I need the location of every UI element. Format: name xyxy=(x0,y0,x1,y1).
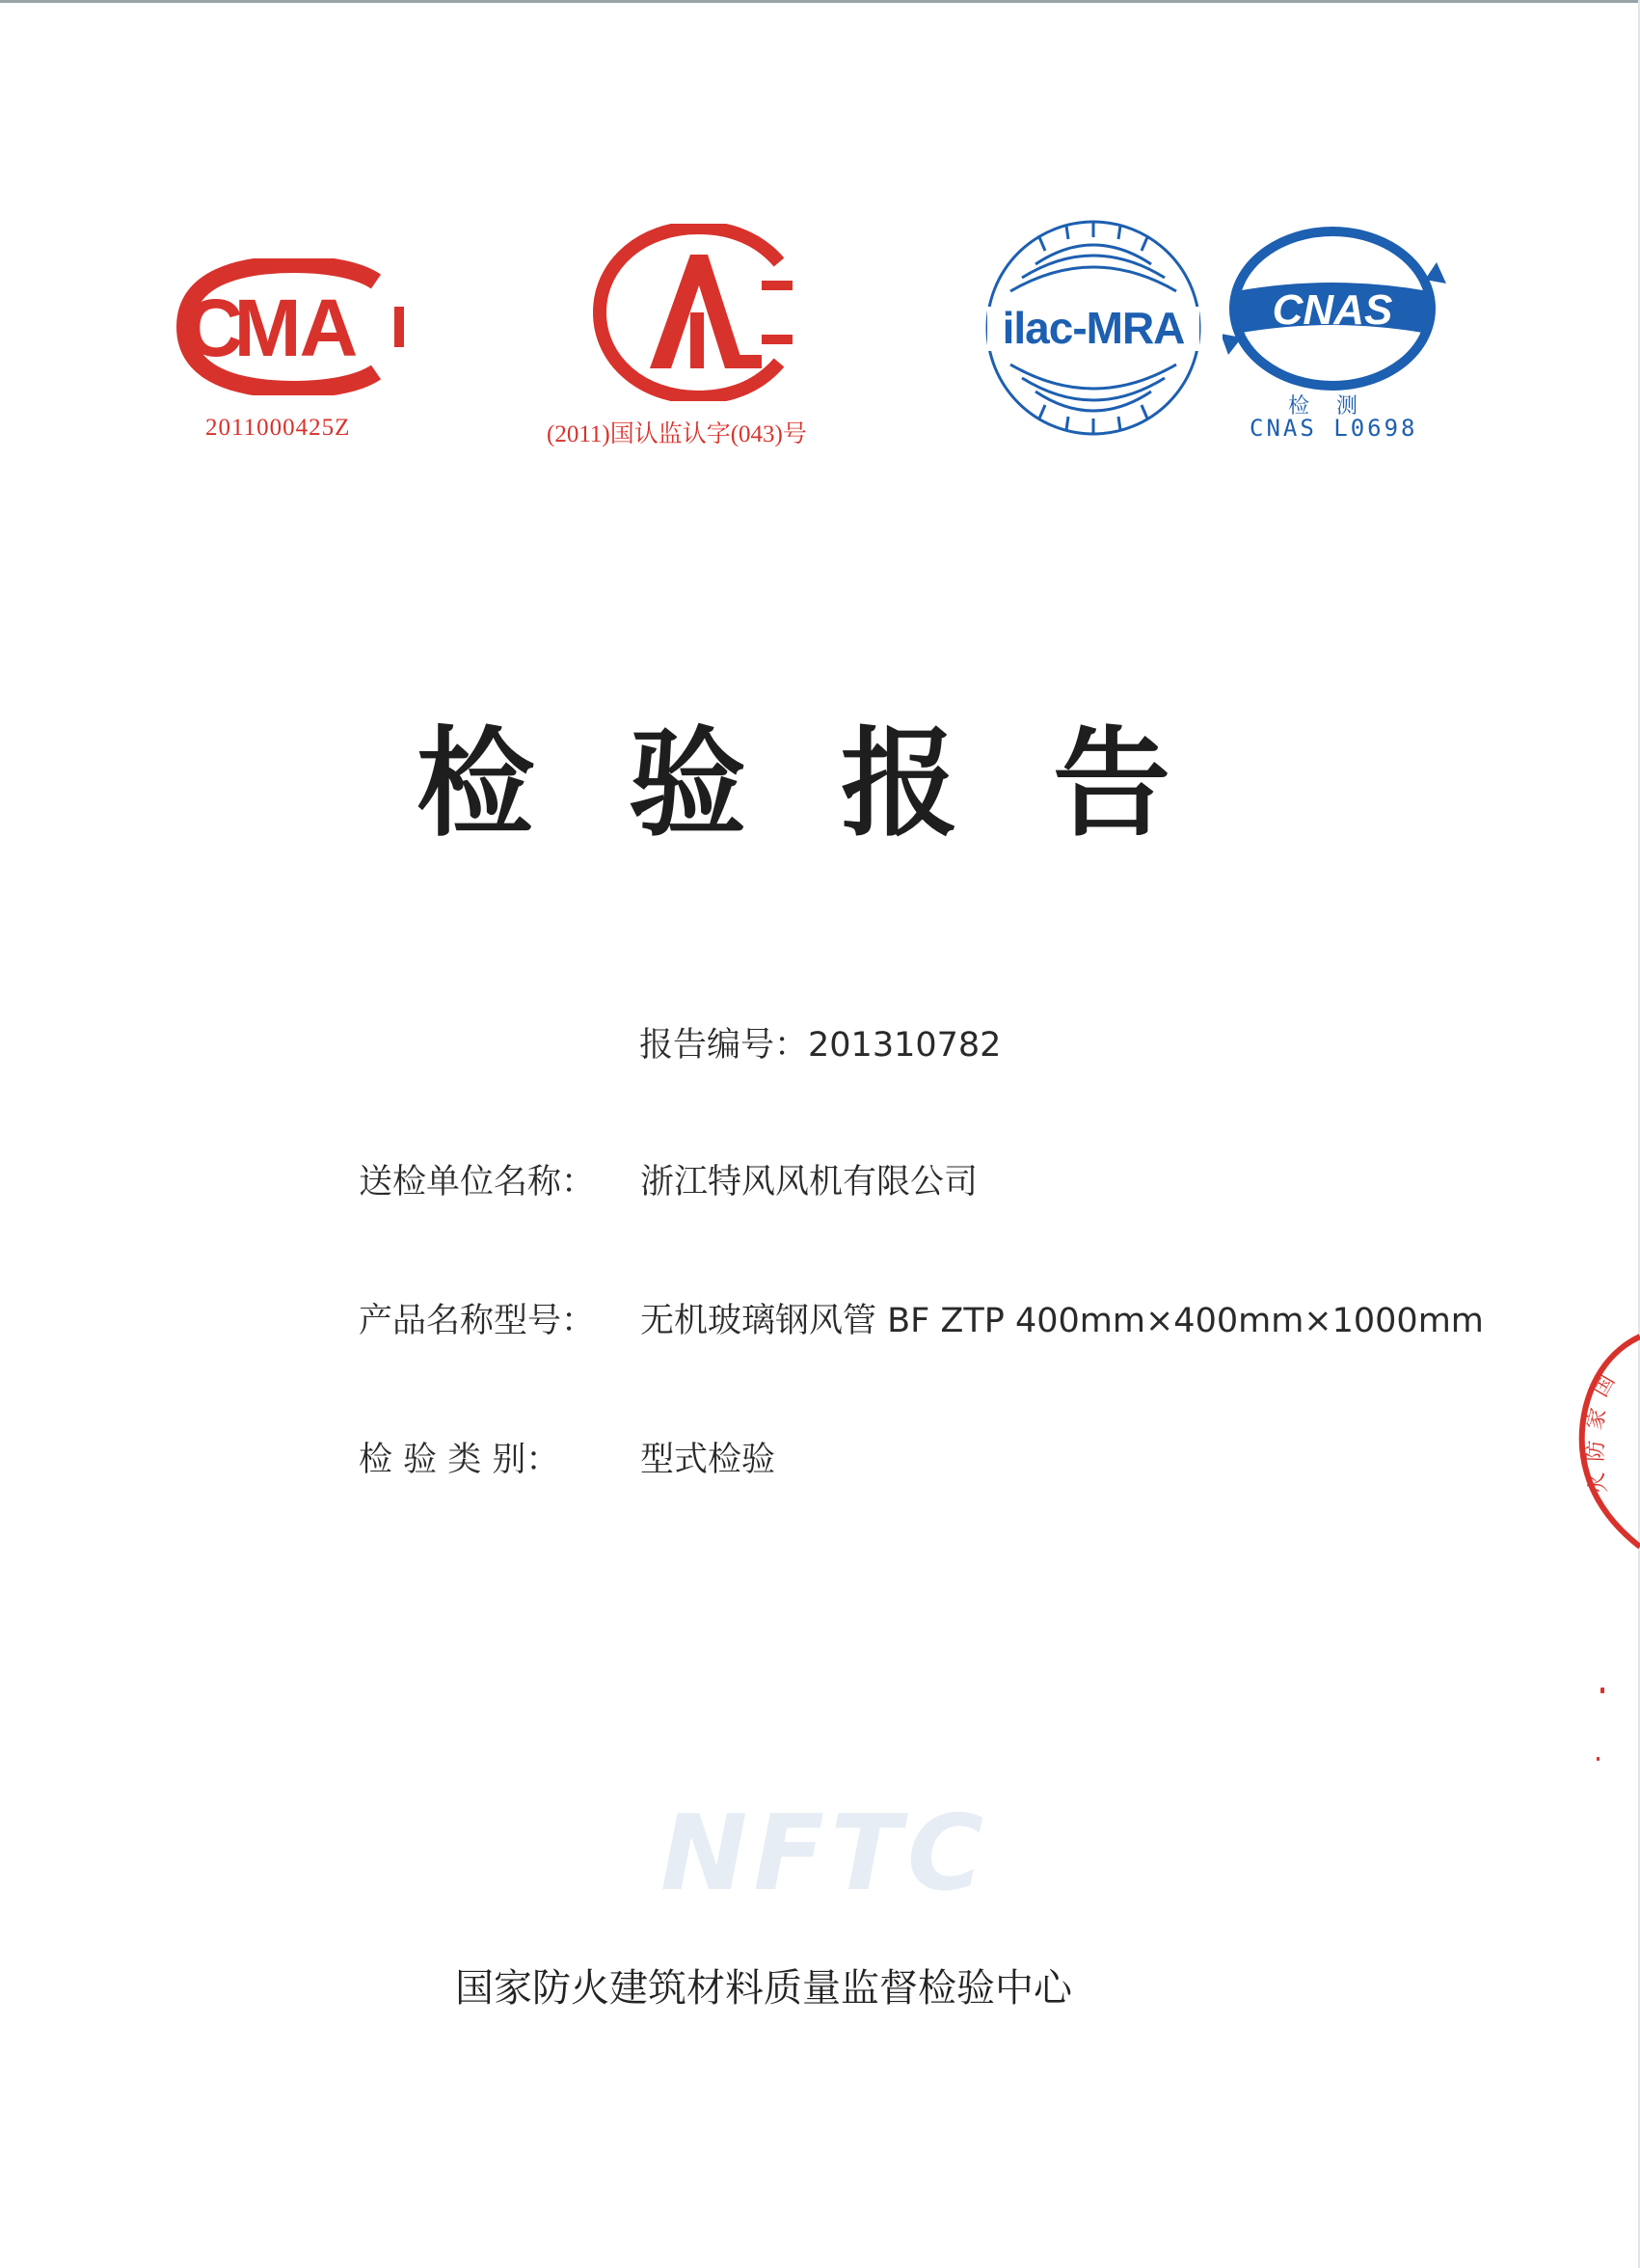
seal-speck xyxy=(1597,1757,1600,1761)
product-value: 无机玻璃钢风管 BF ZTP 400mm×400mm×1000mm xyxy=(640,1302,1484,1340)
svg-text:家: 家 xyxy=(1582,1405,1612,1433)
cal-logo xyxy=(590,224,806,401)
nftc-watermark: NFTC xyxy=(660,1794,990,1914)
report-title: 检验报告 xyxy=(417,716,1265,852)
report-number-value: 201310782 xyxy=(808,1026,1002,1065)
category-row xyxy=(359,1433,775,1481)
seal-speck xyxy=(1600,1688,1604,1693)
svg-text:火: 火 xyxy=(1584,1471,1612,1497)
cnas-sub-label: 检测 xyxy=(1288,394,1385,418)
ilac-mra-logo xyxy=(981,214,1205,442)
issuing-organization: 国家防火建筑材料质量监督检验中心 xyxy=(455,1966,1072,2011)
client-value: 浙江特风风机有限公司 xyxy=(640,1163,979,1202)
svg-text:MA: MA xyxy=(233,283,357,373)
product-row xyxy=(359,1294,1484,1342)
page-top-edge xyxy=(0,0,1640,3)
cnas-code: CNAS L0698 xyxy=(1250,415,1418,442)
client-row xyxy=(359,1155,978,1203)
category-label: 检 验 类 别： xyxy=(359,1441,560,1479)
report-number-row xyxy=(639,1018,1001,1066)
svg-text:国: 国 xyxy=(1588,1370,1621,1401)
report-number-label: 报告编号： xyxy=(639,1026,809,1065)
svg-text:防: 防 xyxy=(1584,1440,1609,1463)
category-value: 型式检验 xyxy=(640,1441,776,1479)
cma-logo xyxy=(172,258,418,395)
cma-code: 2011000425Z xyxy=(205,415,351,441)
client-label: 送检单位名称： xyxy=(359,1163,596,1202)
cnas-logo xyxy=(1223,224,1446,393)
official-seal-fragment xyxy=(1572,1331,1640,1585)
cal-code: (2011)国认监认字(043)号 xyxy=(547,421,807,447)
svg-text:ilac-MRA: ilac-MRA xyxy=(1002,303,1185,353)
product-label: 产品名称型号： xyxy=(359,1302,596,1340)
svg-text:CNAS: CNAS xyxy=(1272,286,1393,334)
svg-text:C: C xyxy=(184,283,244,373)
